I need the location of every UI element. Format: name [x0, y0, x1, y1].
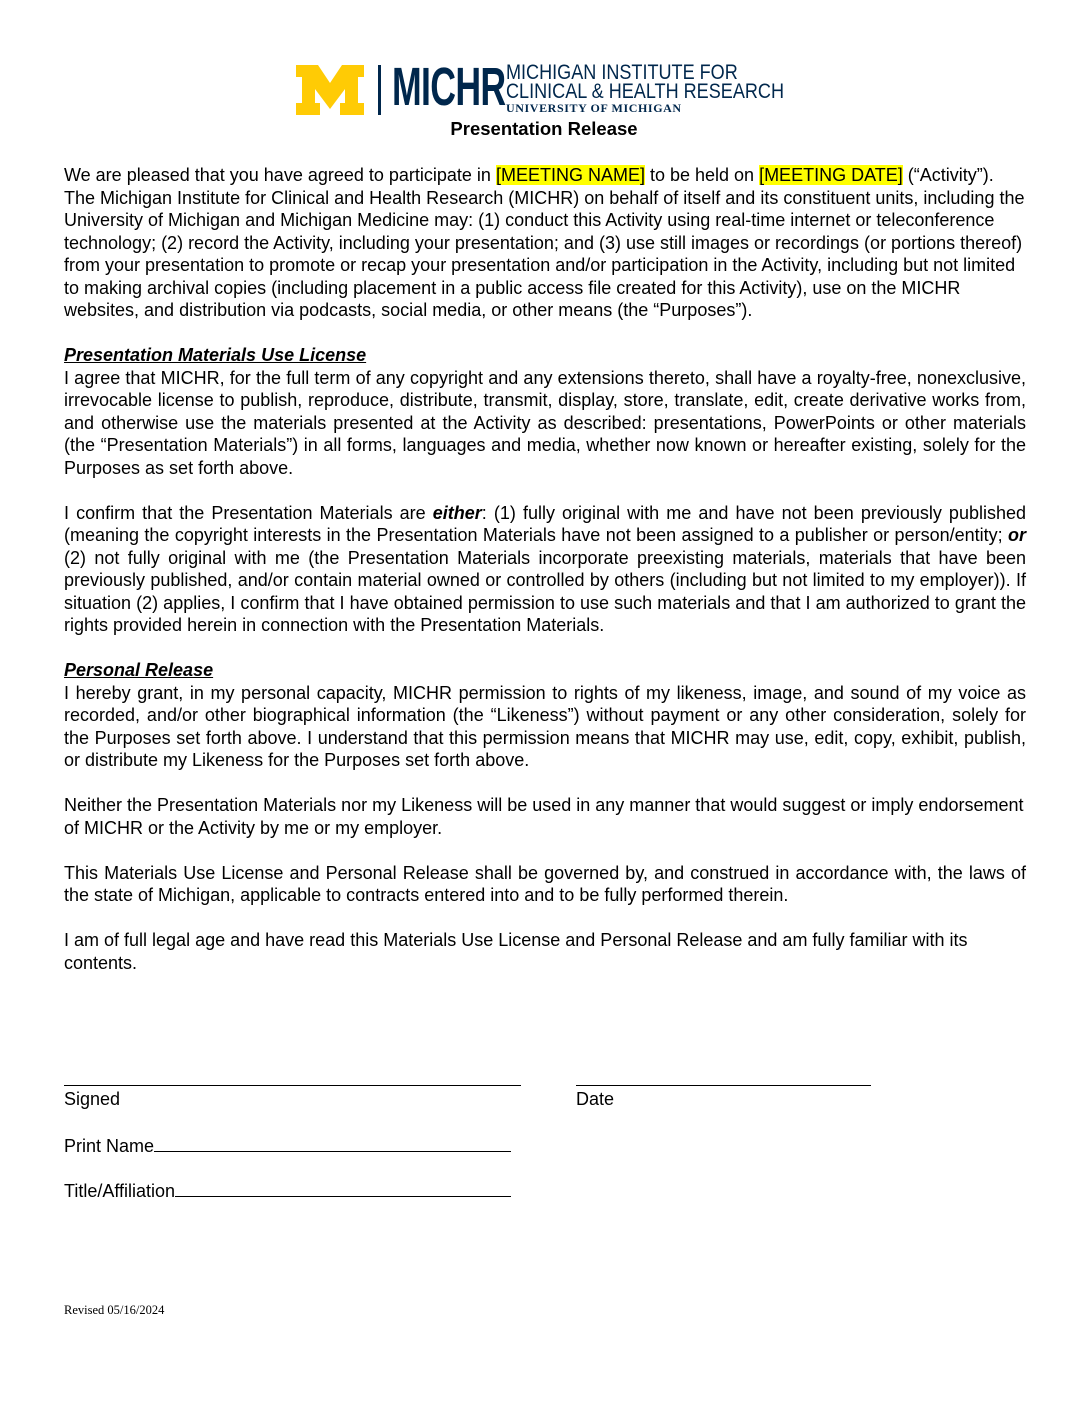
- meeting-date-placeholder[interactable]: [MEETING DATE]: [759, 165, 903, 185]
- title-affiliation-field: [64, 1178, 511, 1202]
- date-line[interactable]: [576, 1085, 871, 1086]
- emphasis-either: either: [432, 502, 482, 523]
- title-affiliation-input-line[interactable]: [175, 1178, 511, 1197]
- emphasis-or: or: [1008, 525, 1026, 545]
- intro-paragraph: [64, 164, 1026, 322]
- license-heading: Presentation Materials Use License: [64, 345, 367, 365]
- print-name-field: [64, 1133, 511, 1157]
- date-label: Date: [576, 1089, 615, 1109]
- release-paragraph-4: I am of full legal age and have read this Materials Use License and Personal Release and am fully familiar with its contents.: [64, 930, 968, 973]
- logo-line-1: MICHIGAN INSTITUTE FOR: [506, 61, 738, 84]
- logo-line-3: UNIVERSITY OF MICHIGAN: [506, 101, 682, 115]
- license-paragraph-2: [64, 502, 1026, 637]
- document-body: [64, 164, 1026, 997]
- document-title: Presentation Release: [450, 118, 638, 139]
- release-paragraph-1: I hereby grant, in my personal capacity, MICHR permission to rights of my likeness, image, and sound of my voice as recorded, and/or other biographical information (the “Likeness”) without payment or any other consideration, solely for the Purposes set forth above. I understand that this permission means that MICHR may use, edit, copy, exhibit, publish, or distribute my Likeness for the Purposes set forth above.: [64, 682, 1026, 770]
- release-heading: Personal Release: [64, 660, 214, 680]
- license-section: [64, 344, 1026, 479]
- intro-text-2: to be held on: [644, 165, 760, 185]
- logo-divider: [378, 65, 381, 115]
- revised-date: Revised 05/16/2024: [64, 1303, 165, 1317]
- signed-label: Signed: [64, 1089, 121, 1109]
- license-p2-text-c: (2) not fully original with me (the Presentation Materials incorporate preexisting materials, materials that have been previously published, and/or contain material owned or controlled by others (including but not limited to my employer)). If situation (2) applies, I confirm that I have obtained permission to use such materials and that I am authorized to grant the rights provided herein in connection with the Presentation Materials.: [64, 547, 1026, 635]
- release-paragraph-3: This Materials Use License and Personal Release shall be governed by, and construed in accordance with, the laws of the state of Michigan, applicable to contracts entered into and to be fully performed therein.: [64, 862, 1026, 905]
- license-p2-text-b: : (1) fully original with me and have not been previously published (meaning the copyright interests in the Presentation Materials have not been assigned to a publisher or person/entity;: [64, 502, 1026, 545]
- logo-institute-name: [506, 63, 829, 115]
- license-paragraph-1: I agree that MICHR, for the full term of any copyright and any extensions thereto, shall have a royalty-free, nonexclusive, irrevocable license to publish, reproduce, distribute, transmit, display, store, translate, edit, create derivative works from, and otherwise use the materials presented at the Activity as described: presentations, PowerPoints or other materials (the “Presentation Materials”) in all forms, languages and media, whether now known or hereafter existing, solely for the Purposes as set forth above.: [64, 367, 1026, 478]
- michr-logo: [296, 57, 796, 117]
- license-p2-text-a: I confirm that the Presentation Materials are: [64, 502, 433, 523]
- signature-line[interactable]: [64, 1085, 521, 1086]
- release-paragraph-2: Neither the Presentation Materials nor my Likeness will be used in any manner that would suggest or imply endorsement of MICHR or the Activity by me or my employer.: [64, 795, 1024, 838]
- block-m-logo-icon: [296, 65, 364, 115]
- logo-michr-wordmark: MICHR: [392, 57, 506, 117]
- print-name-input-line[interactable]: [154, 1133, 511, 1152]
- logo-line-2: CLINICAL & HEALTH RESEARCH: [506, 80, 784, 103]
- print-name-label: Print Name: [64, 1136, 155, 1156]
- release-section: [64, 659, 1026, 772]
- intro-text-1: We are pleased that you have agreed to participate in: [64, 165, 496, 185]
- meeting-name-placeholder[interactable]: [MEETING NAME]: [495, 165, 645, 185]
- intro-text-3: (“Activity”). The Michigan Institute for Clinical and Health Research (MICHR) on behalf of itself and its constituent units, including the University of Michigan and Michigan Medicine may: (1) conduct this Activity using real-time internet or teleconference technology; (2) record the Activity, including your presentation; and (3) use still images or recordings (or portions thereof) from your presentation to promote or recap your presentation and/or participation in the Activity, including but not limited to making archival copies (including placement in a public access file created for this Activity), use on the MICHR websites, and distribution via podcasts, social media, or other means (the “Purposes”).: [64, 165, 1025, 320]
- title-affiliation-label: Title/Affiliation: [64, 1181, 176, 1201]
